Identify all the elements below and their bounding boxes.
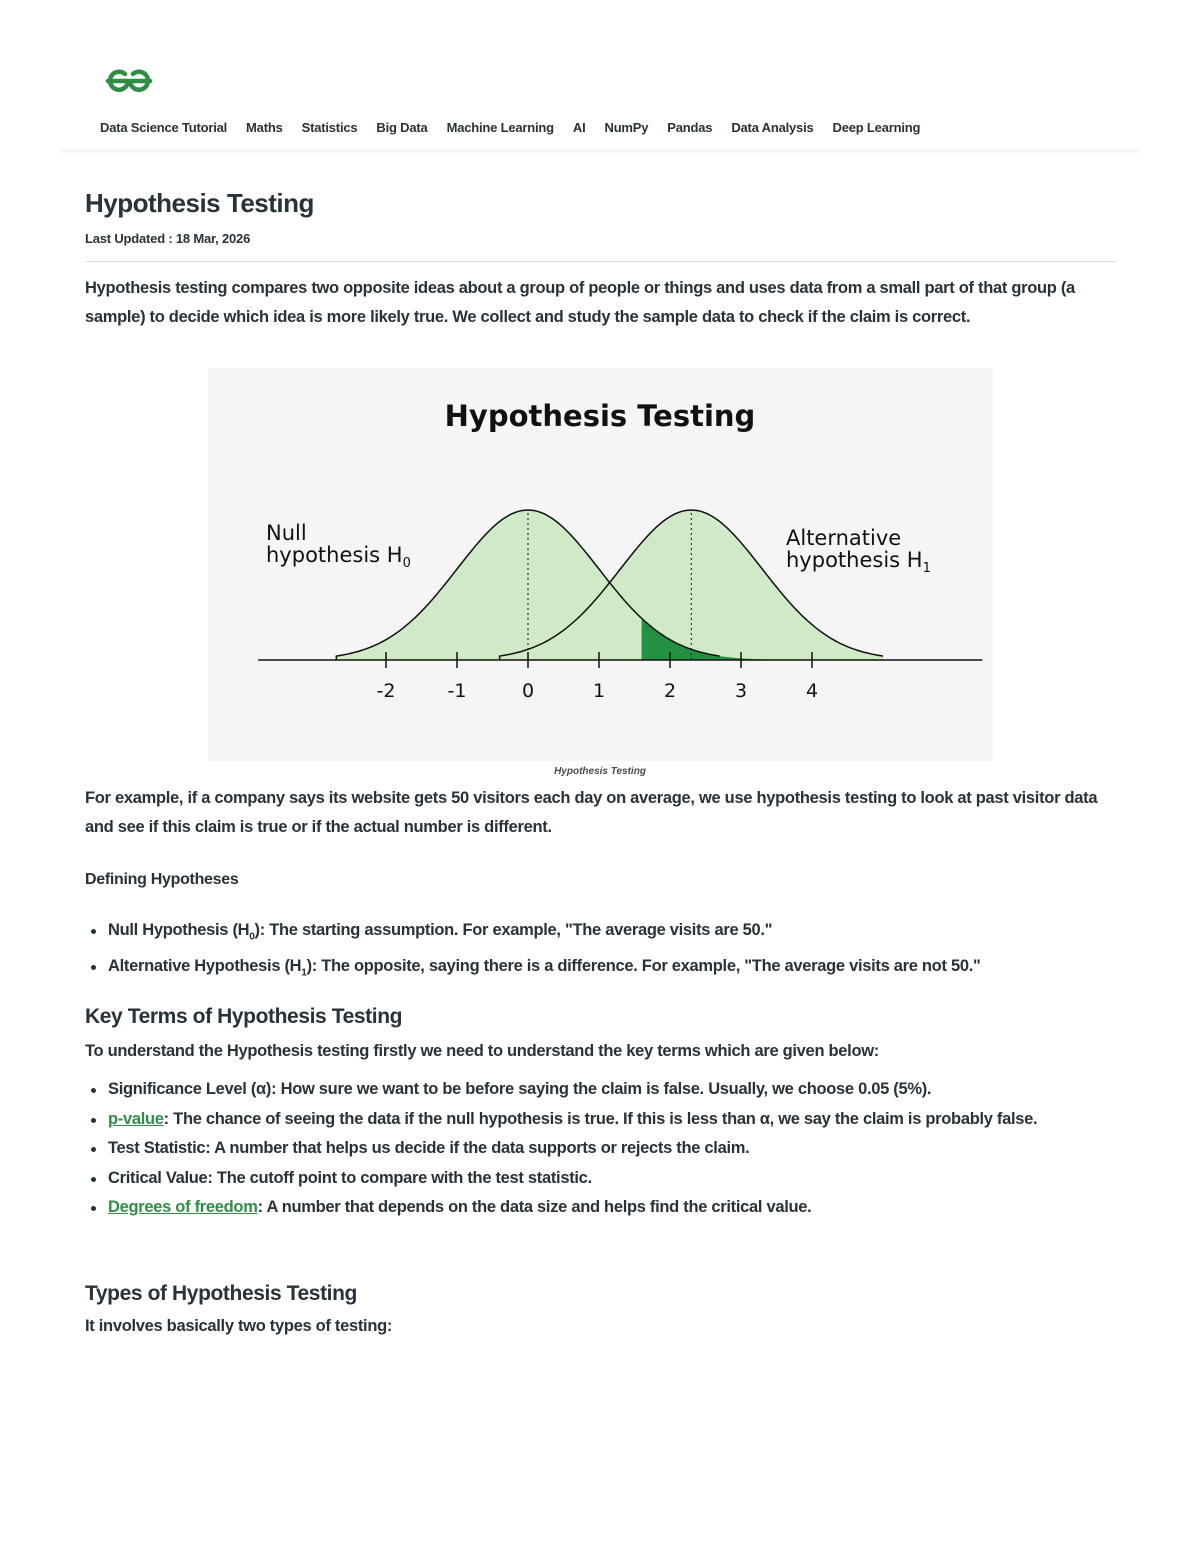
p-value-link[interactable]: p-value (108, 1109, 164, 1128)
null-label-line2: hypothesis $H_0$ (266, 543, 411, 571)
figure-caption: Hypothesis Testing (554, 766, 646, 777)
x-tick-label: -2 (376, 680, 396, 702)
nav-item-ai[interactable]: AI (572, 120, 586, 135)
null-label-line1: Null (266, 521, 307, 545)
list-item-degrees-of-freedom: Degrees of freedom: A number that depends on the data size and helps find the critical value. (85, 1193, 1117, 1223)
x-tick-label: -1 (447, 680, 467, 702)
header-divider (60, 150, 1140, 154)
title-divider (85, 261, 1117, 262)
hypothesis-figure (208, 368, 993, 761)
hypotheses-list (85, 916, 1117, 988)
defining-hypotheses-heading: Defining Hypotheses (85, 871, 239, 888)
nav-item-maths[interactable]: Maths (246, 120, 283, 135)
key-terms-heading: Key Terms of Hypothesis Testing (85, 1005, 403, 1028)
site-header (0, 0, 1200, 152)
hypothesis-chart (208, 368, 993, 761)
key-terms-list (85, 1075, 1117, 1223)
nav-item-data-analysis[interactable]: Data Analysis (731, 120, 814, 135)
x-tick-label: 4 (805, 680, 819, 702)
top-nav (100, 118, 939, 138)
key-terms-intro: To understand the Hypothesis testing firstly we need to understand the key terms which are given below: (85, 1042, 879, 1060)
nav-item-numpy[interactable]: NumPy (604, 120, 649, 135)
nav-item-data-science-tutorial[interactable]: Data Science Tutorial (100, 120, 228, 135)
alt-label-line1: Alternative (786, 526, 902, 550)
list-item-critical-value: Critical Value: The cutoff point to compare with the test statistic. (85, 1164, 1117, 1194)
x-tick-label: 2 (663, 680, 677, 702)
types-intro: It involves basically two types of testing: (85, 1317, 393, 1335)
page-title: Hypothesis Testing (85, 188, 314, 218)
list-item-p-value: p-value: The chance of seeing the data if the null hypothesis is true. If this is less than α, we say the claim is probably false. (85, 1105, 1117, 1135)
alt-label-line2: hypothesis $H_1$ (786, 548, 931, 576)
last-updated: Last Updated : 18 Mar, 2026 (85, 231, 251, 246)
nav-item-pandas[interactable]: Pandas (667, 120, 713, 135)
degrees-of-freedom-link[interactable]: Degrees of freedom (108, 1198, 258, 1216)
x-tick-label: 1 (592, 680, 606, 702)
example-paragraph: For example, if a company says its website gets 50 visitors each day on average, we use hypothesis testing to look at past visitor data and see if this claim is true or if the actual number is different. (85, 789, 1098, 836)
chart-title: Hypothesis Testing (444, 399, 756, 433)
list-item-test-statistic: Test Statistic: A number that helps us decide if the data supports or rejects the claim. (85, 1134, 1117, 1164)
nav-item-machine-learning[interactable]: Machine Learning (446, 120, 554, 135)
x-tick-label: 3 (734, 680, 748, 702)
types-heading: Types of Hypothesis Testing (85, 1282, 357, 1305)
list-item-null-hypothesis: Null Hypothesis $(H_0)$: The starting assumption. For example, "The average visits are 50." (85, 916, 1117, 952)
nav-item-statistics[interactable]: Statistics (301, 120, 358, 135)
x-tick-label: 0 (521, 680, 535, 702)
intro-paragraph: Hypothesis testing compares two opposite ideas about a group of people or things and uses data from a small part of that group (a sample) to decide which idea is more likely true. We collect and study the sample data to check if the claim is correct. (85, 279, 1075, 326)
nav-item-deep-learning[interactable]: Deep Learning (832, 120, 921, 135)
gfg-logo-icon[interactable] (104, 66, 154, 96)
article-header (85, 186, 1117, 332)
list-item-significance-level: Significance Level (α): How sure we want to be before saying the claim is false. Usually, we choose 0.05 (5%). (85, 1075, 1117, 1105)
nav-item-big-data[interactable]: Big Data (376, 120, 428, 135)
list-item-alternative-hypothesis: Alternative Hypothesis $(H_1)$: The opposite, saying there is a difference. For example, "The average visits are not 50." (85, 952, 1117, 988)
